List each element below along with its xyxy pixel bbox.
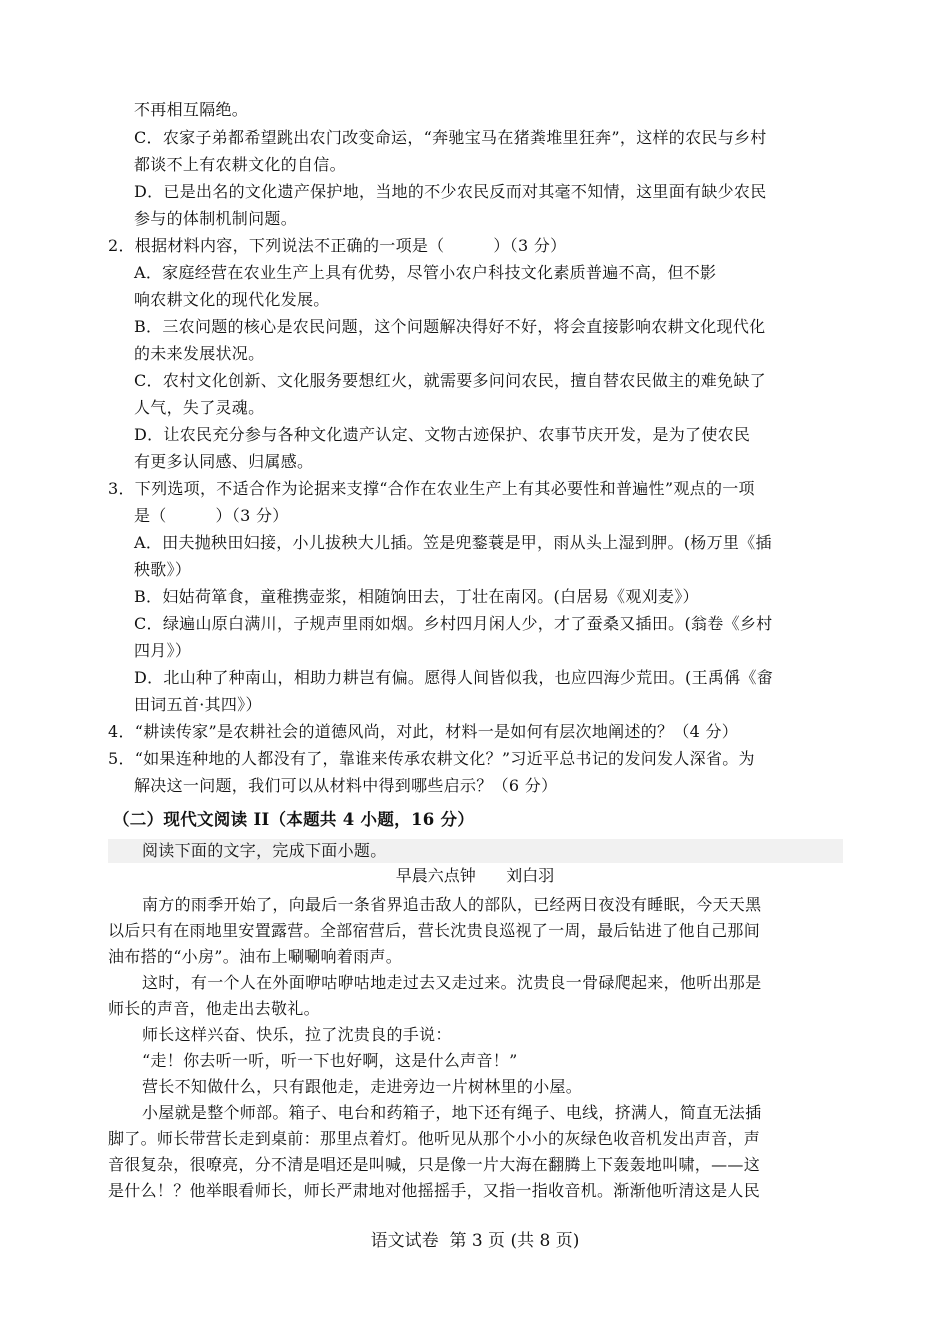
reading-instruction: 阅读下面的文字，完成下面小题。 [142, 841, 387, 860]
option-a-line: A．家庭经营在农业生产上具有优势，尽管小农户科技文化素质普遍不高，但不影 [134, 263, 717, 282]
option-c-line: C．农家子弟都希望跳出农门改变命运，“奔驰宝马在猪粪堆里狂奔”，这样的农民与乡村 [134, 128, 767, 147]
text-line: 秧歌》） [134, 560, 192, 579]
prose-line: 以后只有在雨地里安置露营。全部宿营后，营长沈贵良巡视了一周，最后钻进了他自己那间 [108, 921, 761, 940]
text-line: 解决这一问题，我们可以从材料中得到哪些启示？（6 分） [134, 776, 558, 795]
option-d-line: D．北山种了种南山，相助力耕岂有偏。愿得人间皆似我，也应四海少荒田。(王禹偁《畲 [134, 668, 774, 687]
option-b-line: B．妇姑荷箪食，童稚携壶浆，相随饷田去，丁壮在南冈。(白居易《观刈麦》） [134, 587, 699, 606]
option-d-line: D．已是出名的文化遗产保护地，当地的不少农民反而对其毫不知情，这里面有缺少农民 [134, 182, 767, 201]
story-title: 早晨六点钟 [395, 866, 476, 885]
option-a-line: A．田夫抛秧田妇接，小儿拔秧大儿插。笠是兜鍪蓑是甲，雨从头上湿到胛。(杨万里《插 [134, 533, 772, 552]
question-3: 3．下列选项，不适合作为论据来支撑“合作在农业生产上有其必要性和普遍性”观点的一项 [108, 479, 755, 498]
story-title-line [0, 865, 950, 887]
option-d-line: D．让农民充分参与各种文化遗产认定、文物古迹保护、农事节庆开发，是为了使农民 [134, 425, 751, 444]
page-footer [0, 1229, 950, 1253]
section-heading: （二）现代文阅读 II（本题共 4 小题，16 分） [113, 810, 475, 829]
prose-line: 音很复杂，很嘹亮，分不清是唱还是叫喊，只是像一片大海在翻腾上下轰轰地叫啸，——这 [108, 1155, 761, 1174]
text-line: 响农耕文化的现代化发展。 [134, 290, 330, 309]
option-b-line: B．三农问题的核心是农民问题，这个问题解决得好不好，将会直接影响农耕文化现代化 [134, 317, 766, 336]
text-line: 四月》） [134, 641, 192, 660]
story-author: 刘白羽 [506, 866, 555, 885]
prose-line: 是什么！？他举眼看师长，师长严肃地对他摇摇手，又指一指收音机。渐渐他听清这是人民 [108, 1181, 761, 1200]
footer-subject: 语文试卷 [370, 1231, 439, 1251]
prose-line: 小屋就是整个师部。箱子、电台和药箱子，地下还有绳子、电线，挤满人，简直无法插 [142, 1103, 762, 1122]
prose-line: 脚了。师长带营长走到桌前：那里点着灯。他听见从那个小小的灰绿色收音机发出声音，声 [108, 1129, 761, 1148]
text-line: 的未来发展状况。 [134, 344, 265, 363]
prose-line: 师长的声音，他走出去敬礼。 [108, 999, 320, 1018]
footer-page-number: 第 3 页 (共 8 页) [449, 1231, 580, 1251]
option-c-line: C．绿遍山原白满川，子规声里雨如烟。乡村四月闲人少，才了蚕桑又插田。(翁卷《乡村 [134, 614, 773, 633]
question-5: 5．“如果连种地的人都没有了，靠谁来传承农耕文化？”习近平总书记的发问发人深省。为 [108, 749, 755, 768]
prose-line: 南方的雨季开始了，向最后一条省界追击敌人的部队，已经两日夜没有睡眠，今天天黑 [142, 895, 762, 914]
text-line: 人气，失了灵魂。 [134, 398, 265, 417]
question-2: 2．根据材料内容，下列说法不正确的一项是（ ）（3 分） [108, 236, 567, 255]
text-line: 不再相互隔绝。 [134, 100, 249, 119]
text-line: 都谈不上有农耕文化的自信。 [134, 155, 346, 174]
prose-line: “走！你去听一听，听一下也好啊，这是什么声音！” [142, 1051, 518, 1070]
text-line: 有更多认同感、归属感。 [134, 452, 314, 471]
text-line: 是（ ）（3 分） [134, 506, 289, 525]
prose-line: 这时，有一个人在外面咿咕咿咕地走过去又走过来。沈贵良一骨碌爬起来，他听出那是 [142, 973, 762, 992]
prose-line: 营长不知做什么，只有跟他走，走进旁边一片树林里的小屋。 [142, 1077, 583, 1096]
text-line: 田词五首·其四》） [134, 695, 262, 714]
option-c-line: C．农村文化创新、文化服务要想红火，就需要多问问农民，擅自替农民做主的难免缺了 [134, 371, 766, 390]
prose-line: 师长这样兴奋、快乐，拉了沈贵良的手说： [142, 1025, 452, 1044]
question-4: 4．“耕读传家”是农耕社会的道德风尚，对此，材料一是如何有层次地阐述的？（4 分） [108, 722, 739, 741]
prose-line: 油布搭的“小房”。油布上唰唰响着雨声。 [108, 947, 403, 966]
text-line: 参与的体制机制问题。 [134, 209, 298, 228]
